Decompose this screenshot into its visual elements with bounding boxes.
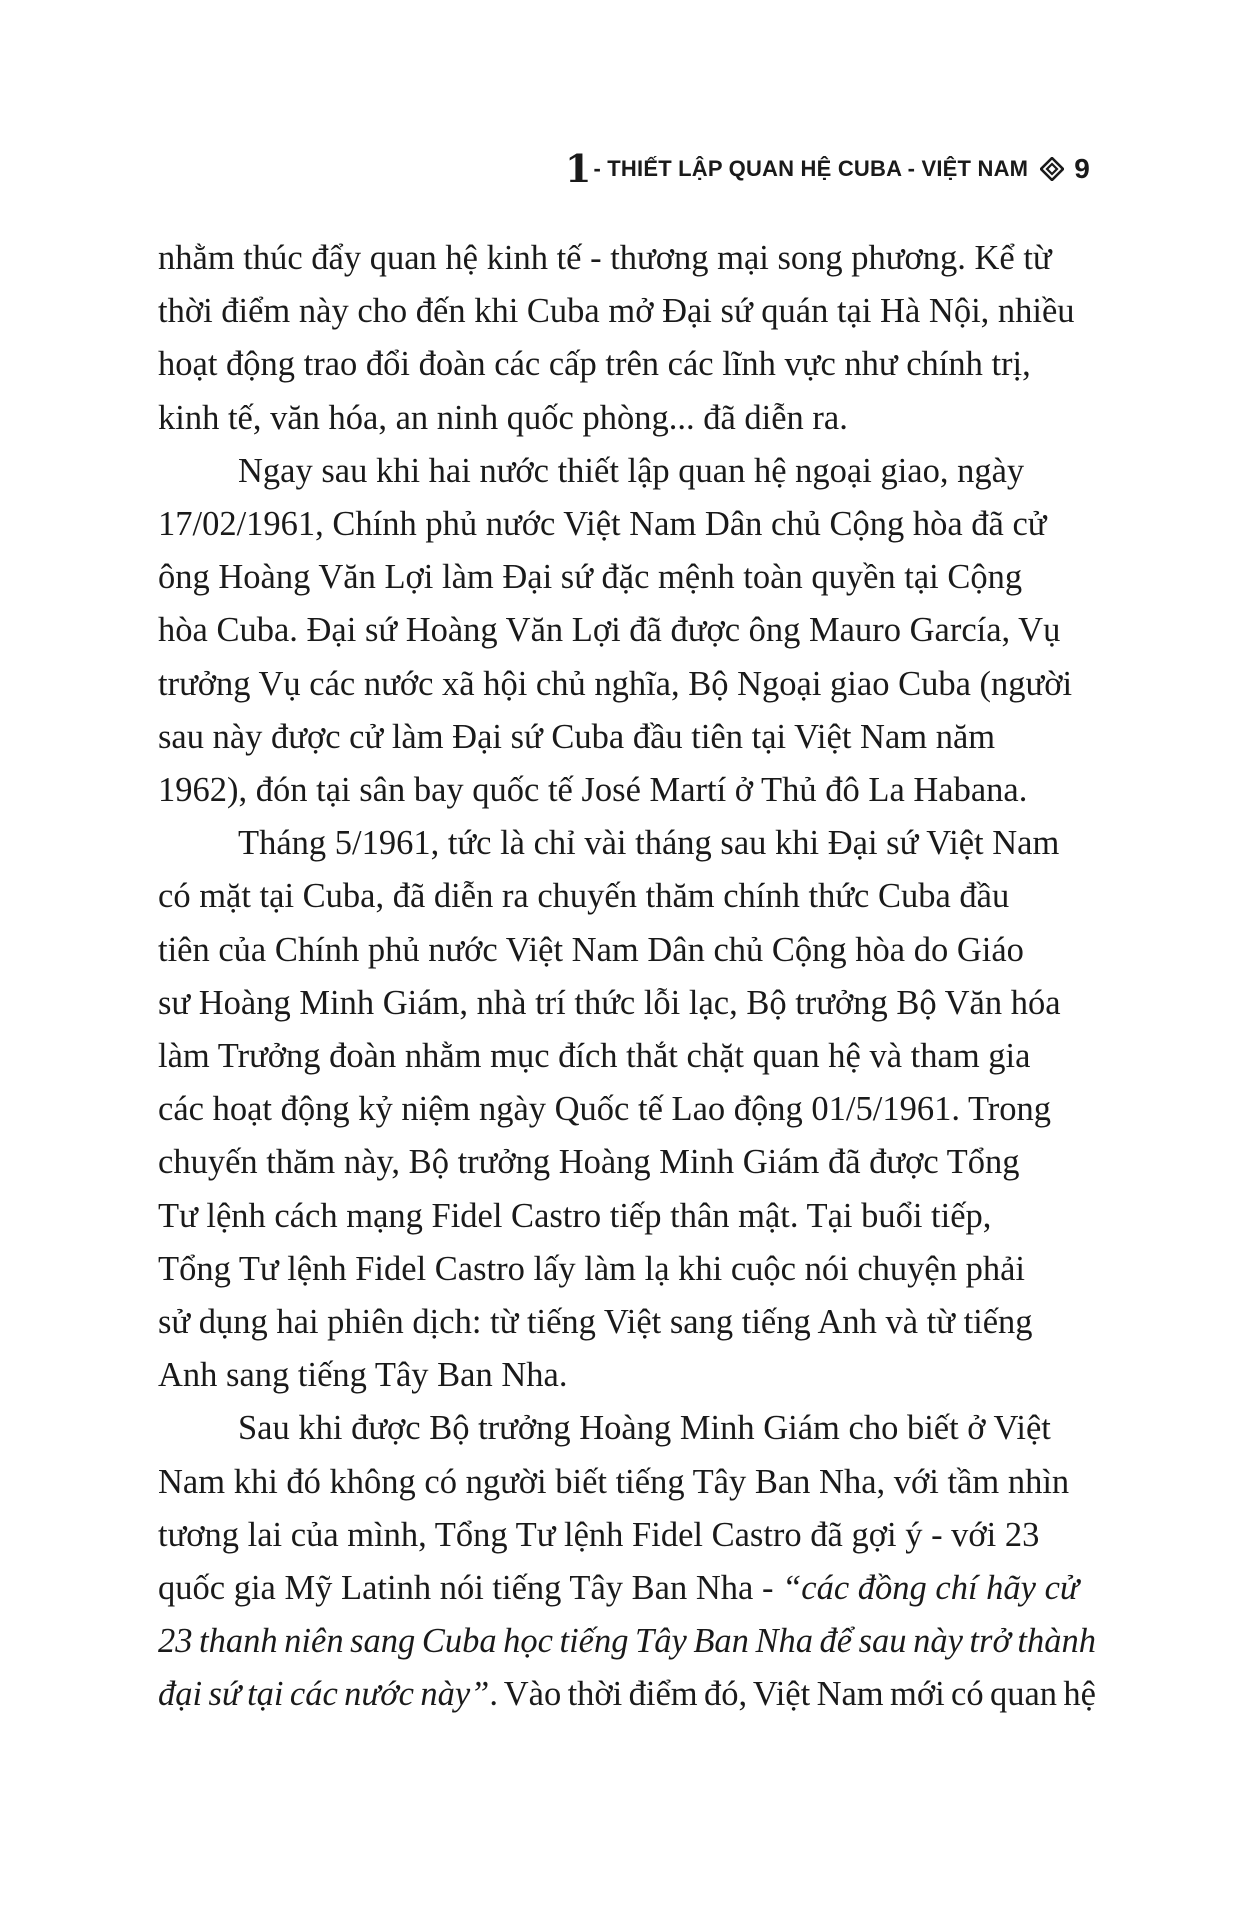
text-line: các hoạt động kỷ niệm ngày Quốc tế Lao động 01/5/1961. Trong xyxy=(158,1090,1052,1129)
text-line: kinh tế, văn hóa, an ninh quốc phòng... đã diễn ra. xyxy=(158,398,848,437)
body-text xyxy=(158,232,1096,1722)
page-number: 9 xyxy=(1074,153,1090,184)
text-run: quốc gia Mỹ Latinh nói tiếng Tây Ban Nha - xyxy=(158,1569,783,1608)
text-line: tương lai của mình, Tổng Tư lệnh Fidel Castro đã gợi ý - với 23 xyxy=(158,1515,1040,1554)
text-line: Ngay sau khi hai nước thiết lập quan hệ ngoại giao, ngày xyxy=(238,451,1025,490)
text-line xyxy=(158,1562,1096,1615)
text-line: Nam khi đó không có người biết tiếng Tây Ban Nha, với tầm nhìn xyxy=(158,1462,1070,1501)
chapter-title: - THIẾT LẬP QUAN HỆ CUBA - VIỆT NAM xyxy=(593,156,1029,181)
text-line: 17/02/1961, Chính phủ nước Việt Nam Dân chủ Cộng hòa đã cử xyxy=(158,505,1047,544)
text-run: . Vào thời điểm đó, Việt Nam mới có quan hệ xyxy=(489,1675,1096,1714)
text-line: Anh sang tiếng Tây Ban Nha. xyxy=(158,1356,568,1395)
quote-text: đại sứ tại các nước này” xyxy=(158,1675,490,1714)
running-header xyxy=(564,146,1090,191)
text-line: tiên của Chính phủ nước Việt Nam Dân chủ Cộng hòa do Giáo xyxy=(158,930,1024,969)
text-line: sử dụng hai phiên dịch: từ tiếng Việt sang tiếng Anh và từ tiếng xyxy=(158,1303,1033,1342)
text-line: nhằm thúc đẩy quan hệ kinh tế - thương mại song phương. Kể từ xyxy=(158,239,1052,277)
text-line: ông Hoàng Văn Lợi làm Đại sứ đặc mệnh toàn quyền tại Cộng xyxy=(158,558,1023,597)
text-line: hòa Cuba. Đại sứ Hoàng Văn Lợi đã được ông Mauro García, Vụ xyxy=(158,611,1061,650)
text-line: Tháng 5/1961, tức là chỉ vài tháng sau khi Đại sứ Việt Nam xyxy=(238,824,1060,863)
text-line: sau này được cử làm Đại sứ Cuba đầu tiên tại Việt Nam năm xyxy=(158,717,996,756)
paragraph-3 xyxy=(158,817,1096,1402)
text-line: hoạt động trao đổi đoàn các cấp trên các lĩnh vực như chính trị, xyxy=(158,345,1031,384)
text-line: chuyến thăm này, Bộ trưởng Hoàng Minh Giám đã được Tổng xyxy=(158,1143,1020,1182)
text-line: làm Trưởng đoàn nhằm mục đích thắt chặt quan hệ và tham gia xyxy=(158,1037,1031,1076)
paragraph-4 xyxy=(158,1402,1096,1721)
text-line: trưởng Vụ các nước xã hội chủ nghĩa, Bộ Ngoại giao Cuba (người xyxy=(158,664,1073,703)
text-line: sư Hoàng Minh Giám, nhà trí thức lỗi lạc, Bộ trưởng Bộ Văn hóa xyxy=(158,983,1061,1022)
chapter-number: 1 xyxy=(564,146,586,191)
text-line: Tổng Tư lệnh Fidel Castro lấy làm lạ khi cuộc nói chuyện phải xyxy=(158,1249,1025,1288)
text-line: Sau khi được Bộ trưởng Hoàng Minh Giám cho biết ở Việt xyxy=(238,1409,1051,1448)
text-line: 1962), đón tại sân bay quốc tế José Martí ở Thủ đô La Habana. xyxy=(158,771,1028,810)
text-line: Tư lệnh cách mạng Fidel Castro tiếp thân mật. Tại buổi tiếp, xyxy=(158,1196,992,1235)
text-line: thời điểm này cho đến khi Cuba mở Đại sứ quán tại Hà Nội, nhiều xyxy=(158,292,1075,331)
paragraph-1 xyxy=(158,232,1096,445)
diamond-icon xyxy=(1040,157,1064,181)
paragraph-2 xyxy=(158,445,1096,817)
text-line: có mặt tại Cuba, đã diễn ra chuyến thăm chính thức Cuba đầu xyxy=(158,877,1010,916)
text-line xyxy=(158,1668,1096,1721)
quote-text: “các đồng chí hãy cử xyxy=(782,1569,1079,1608)
quote-text: 23 thanh niên sang Cuba học tiếng Tây Ban Nha để sau này trở thành xyxy=(158,1622,1096,1661)
